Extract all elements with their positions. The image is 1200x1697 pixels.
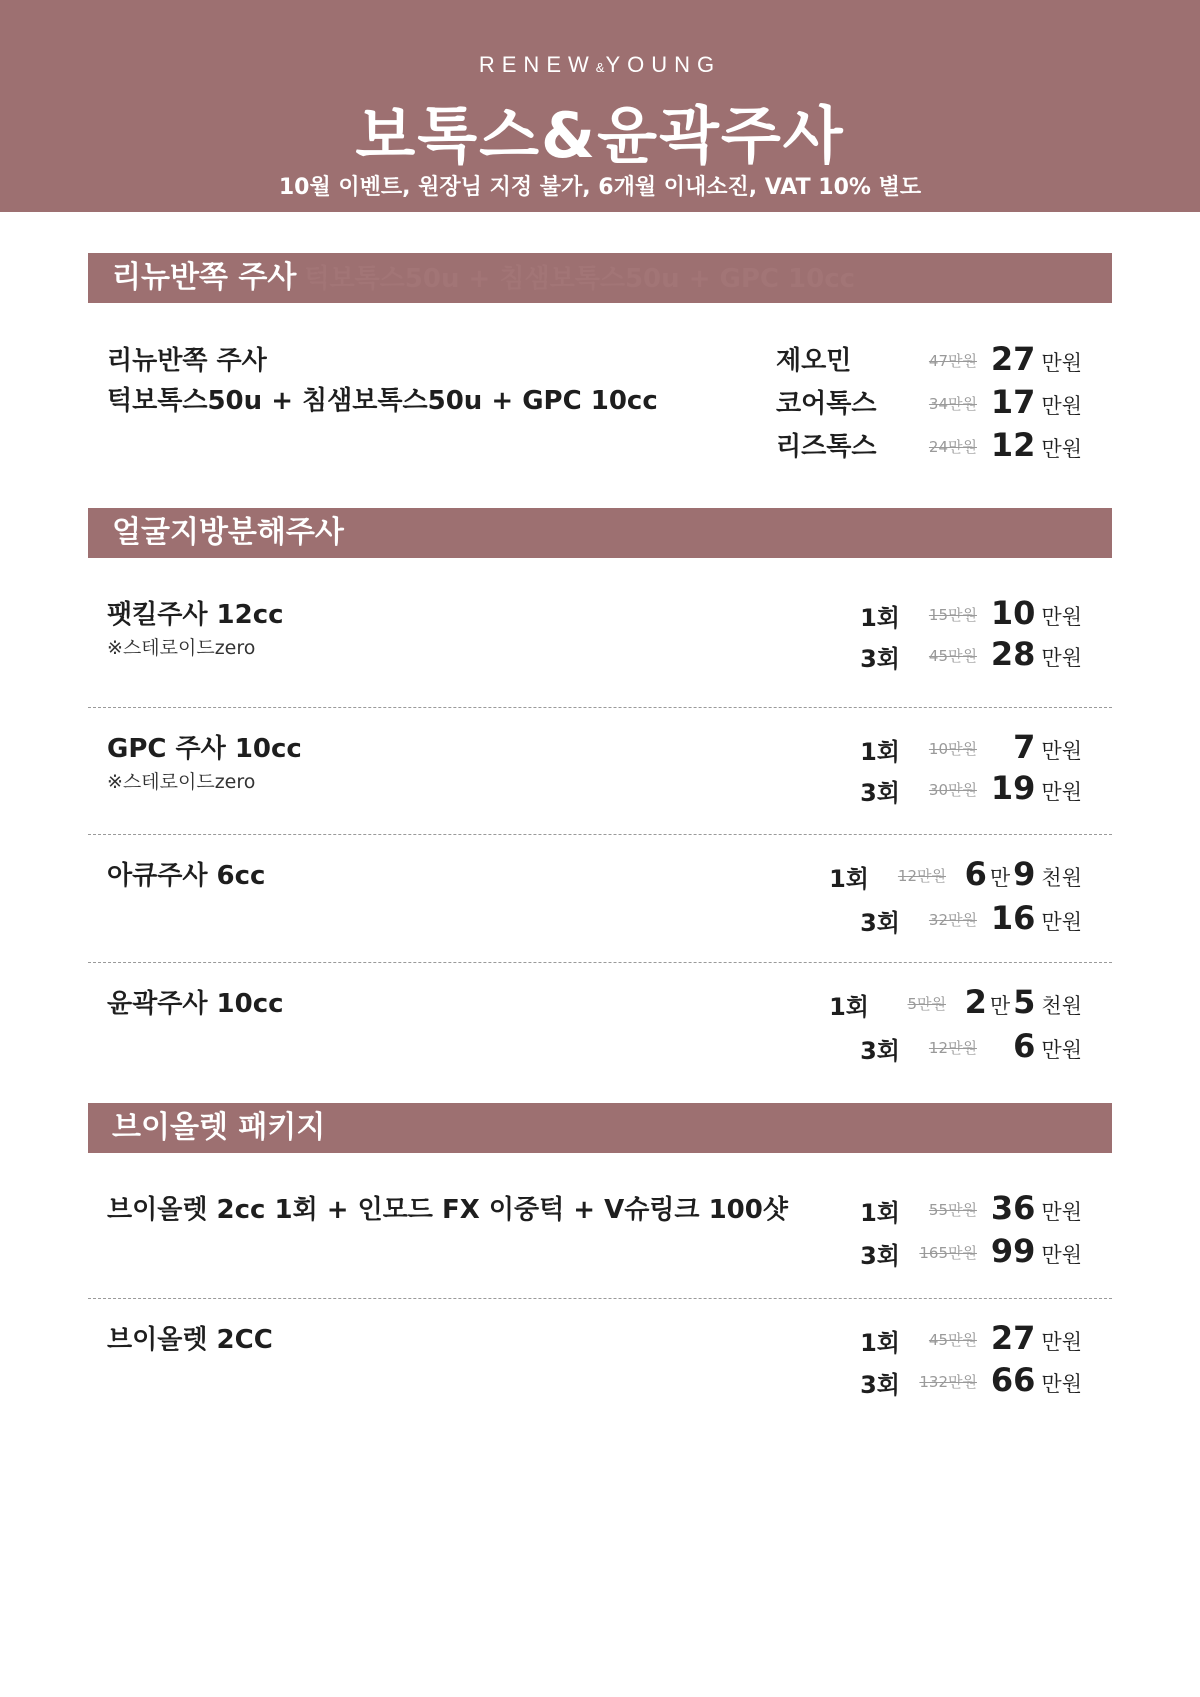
sale-price: 28 만원 — [990, 635, 1082, 673]
session-count: 3회 — [860, 1037, 900, 1065]
list-item — [88, 707, 1112, 834]
original-price: 47만원 — [928, 352, 977, 370]
list-item — [88, 1298, 1112, 1425]
section-header — [88, 253, 1112, 303]
session-count: 1회 — [860, 1199, 900, 1227]
session-count: 1회 — [829, 993, 869, 1021]
price-row — [88, 383, 1112, 423]
original-price: 24만원 — [928, 438, 977, 456]
list-item — [88, 303, 1112, 493]
sale-price: 27 만원 — [990, 1319, 1082, 1357]
sale-price: 7 만원 — [1013, 728, 1082, 766]
sale-price: 16 만원 — [990, 899, 1082, 937]
original-price: 5만원 — [907, 995, 946, 1013]
session-count: 3회 — [860, 1242, 900, 1270]
session-count: 1회 — [860, 604, 900, 632]
sale-price: 27 만원 — [990, 340, 1082, 378]
item-note: ※스테로이드zero — [107, 771, 256, 793]
price-label: 코어톡스 — [776, 389, 877, 419]
brand-right: YOUNG — [605, 52, 722, 77]
sale-price: 2 만5 천원 — [964, 983, 1082, 1021]
price-row — [88, 1319, 1112, 1359]
item-name: GPC 주사 10cc — [107, 734, 302, 764]
price-row — [88, 899, 1112, 939]
price-row — [88, 340, 1112, 380]
sale-price: 99 만원 — [990, 1232, 1082, 1270]
original-price: 15만원 — [928, 606, 977, 624]
sale-price: 6 만9 천원 — [964, 855, 1082, 893]
price-label: 리즈톡스 — [776, 432, 877, 462]
sale-price: 17 만원 — [990, 383, 1082, 421]
section-title: 얼굴지방분해주사 — [112, 515, 344, 550]
header-banner — [0, 0, 1200, 212]
original-price: 165만원 — [919, 1244, 977, 1262]
session-count: 1회 — [860, 738, 900, 766]
sale-price: 10 만원 — [990, 594, 1082, 632]
section-title: 리뉴반쪽 주사 — [112, 260, 297, 295]
item-note: ※스테로이드zero — [107, 637, 256, 659]
price-row — [88, 426, 1112, 466]
section-ghost-text: 턱보톡스50u + 침샘보톡스50u + GPC 10cc — [304, 264, 856, 294]
session-count: 1회 — [829, 865, 869, 893]
brand-amp: & — [595, 60, 606, 75]
price-row — [88, 855, 1112, 895]
list-item — [88, 558, 1112, 707]
item-name: 리뉴반쪽 주사 — [107, 346, 267, 376]
price-row — [88, 1361, 1112, 1401]
list-item — [88, 834, 1112, 962]
item-name: 브이올렛 2CC — [107, 1325, 273, 1355]
brand-left: RENEW — [478, 52, 596, 77]
section-face-fat — [88, 508, 1112, 1107]
original-price: 45만원 — [928, 1331, 977, 1349]
session-count: 3회 — [860, 779, 900, 807]
session-count: 3회 — [860, 1371, 900, 1399]
section-header — [88, 1103, 1112, 1153]
sale-price: 36 만원 — [990, 1189, 1082, 1227]
price-row — [88, 983, 1112, 1023]
list-item — [88, 1153, 1112, 1298]
session-count: 1회 — [860, 1329, 900, 1357]
sale-price: 6 만원 — [1013, 1027, 1082, 1065]
section-header — [88, 508, 1112, 558]
original-price: 12만원 — [897, 867, 946, 885]
original-price: 34만원 — [928, 395, 977, 413]
item-name: 윤곽주사 10cc — [107, 989, 284, 1019]
section-renew-half — [88, 253, 1112, 493]
list-item — [88, 962, 1112, 1107]
original-price: 12만원 — [928, 1039, 977, 1057]
price-row — [88, 594, 1112, 634]
original-price: 32만원 — [928, 911, 977, 929]
original-price: 55만원 — [928, 1201, 977, 1219]
original-price: 10만원 — [928, 740, 977, 758]
item-name: 팻킬주사 12cc — [107, 600, 284, 630]
item-name: 아큐주사 6cc — [107, 861, 266, 891]
session-count: 3회 — [860, 645, 900, 673]
sale-price: 19 만원 — [990, 769, 1082, 807]
price-label: 제오민 — [776, 346, 852, 376]
session-count: 3회 — [860, 909, 900, 937]
price-row — [88, 1027, 1112, 1067]
price-row — [88, 769, 1112, 809]
sale-price: 66 만원 — [990, 1361, 1082, 1399]
item-name: 브이올렛 2cc 1회 + 인모드 FX 이중턱 + V슈링크 100샷 — [107, 1195, 788, 1225]
price-row — [88, 728, 1112, 768]
original-price: 45만원 — [928, 647, 977, 665]
brand-logo — [0, 52, 1200, 78]
section-violet-package — [88, 1103, 1112, 1425]
price-row — [88, 1232, 1112, 1272]
sale-price: 12 만원 — [990, 426, 1082, 464]
page-title: 보톡스&윤곽주사 — [355, 99, 845, 172]
page-subtitle: 10월 이벤트, 원장님 지정 불가, 6개월 이내소진, VAT 10% 별도 — [278, 175, 922, 200]
section-title: 브이올렛 패키지 — [112, 1110, 326, 1145]
original-price: 30만원 — [928, 781, 977, 799]
item-composition: 턱보톡스50u + 침샘보톡스50u + GPC 10cc — [107, 386, 658, 416]
price-row — [88, 1189, 1112, 1229]
price-row — [88, 635, 1112, 675]
original-price: 132만원 — [919, 1373, 977, 1391]
